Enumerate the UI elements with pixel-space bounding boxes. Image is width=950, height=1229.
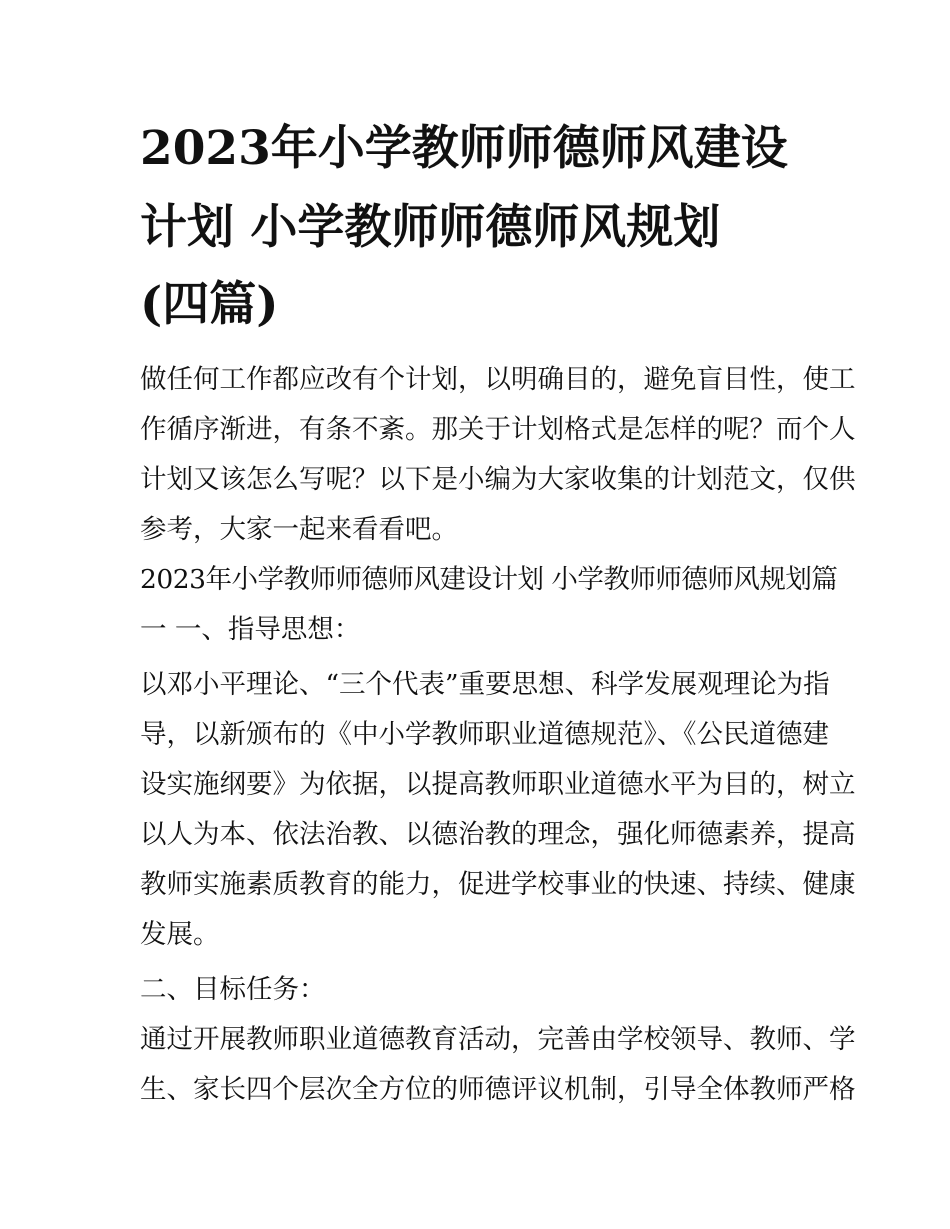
body-line: 通过开展教师职业道德教育活动，完善由学校领导、教师、学: [140, 1024, 856, 1055]
body-line: 作循序渐进，有条不紊。那关于计划格式是怎样的呢？而个人: [140, 414, 856, 445]
title-line: 计划 小学教师师德师风规划: [140, 200, 721, 255]
body-line: 发展。: [140, 919, 220, 950]
body-line: 计划又该怎么写呢？以下是小编为大家收集的计划范文，仅供: [140, 464, 856, 495]
body-line: 做任何工作都应改有个计划，以明确目的，避免盲目性，使工: [140, 364, 856, 395]
body-line: 以邓小平理论、“三个代表”重要思想、科学发展观理论为指: [140, 669, 830, 700]
title-line: (四篇): [140, 277, 279, 332]
section-heading: 一 一、指导思想：: [140, 614, 361, 645]
body-line: 参考，大家一起来看看吧。: [140, 514, 458, 545]
body-line: 教师实施素质教育的能力，促进学校事业的快速、持续、健康: [140, 869, 856, 900]
body-line: 设实施纲要》为依据，以提高教师职业道德水平为目的，树立: [140, 769, 856, 800]
body-line: 生、家长四个层次全方位的师德评议机制，引导全体教师严格: [140, 1074, 856, 1105]
section-heading: 二、目标任务：: [140, 974, 326, 1005]
body-line: 导，以新颁布的《中小学教师职业道德规范》、《公民道德建: [140, 719, 829, 750]
body-line: 以人为本、依法治教、以德治教的理念，强化师德素养，提高: [140, 819, 856, 850]
section-heading: 2023年小学教师师德师风建设计划 小学教师师德师风规划篇: [140, 564, 838, 595]
title-line: 2023年小学教师师德师风建设: [140, 121, 788, 176]
